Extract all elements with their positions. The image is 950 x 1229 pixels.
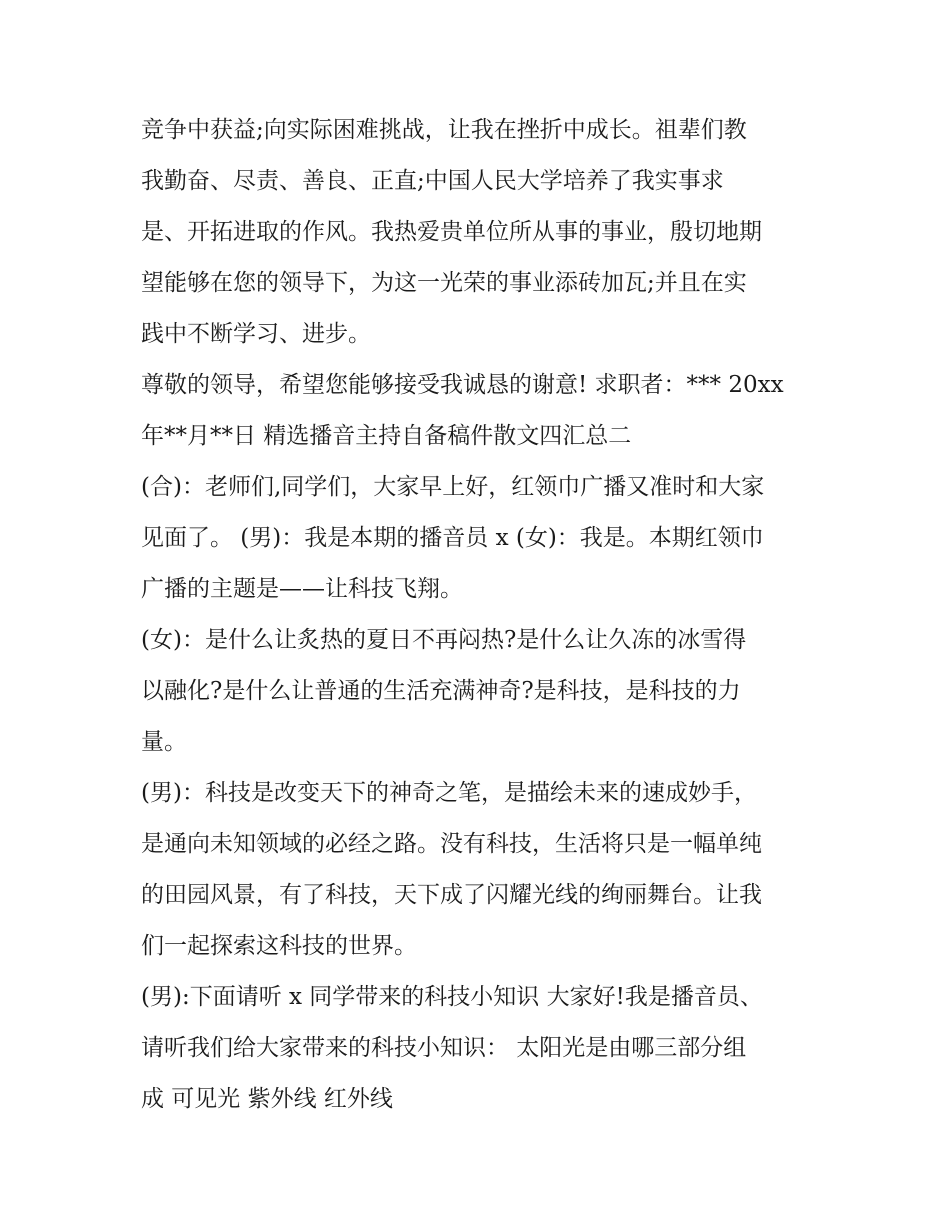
text-line: 请听我们给大家带来的科技小知识： 太阳光是由哪三部分组 (141, 1035, 747, 1061)
text-line: (合)：老师们,同学们，大家早上好，红领巾广播又准时和大家 (141, 474, 765, 500)
document-body (141, 105, 821, 1125)
text-line: 望能够在您的领导下，为这一光荣的事业添砖加瓦;并且在实 (141, 270, 747, 296)
text-line: (男)：科技是改变天下的神奇之笔，是描绘未来的速成妙手， (141, 780, 757, 806)
text-line: 广播的主题是——让科技飞翔。 (141, 576, 463, 602)
text-line: 践中不断学习、进步。 (141, 321, 371, 347)
text-line: 是通向未知领域的必经之路。没有科技，生活将只是一幅单纯 (141, 831, 762, 857)
text-line: 是、开拓进取的作风。我热爱贵单位所从事的事业，殷切地期 (141, 219, 762, 245)
text-line: 我勤奋、尽责、善良、正直;中国人民大学培养了我实事求 (141, 168, 724, 194)
text-line: 年**月**日 精选播音主持自备稿件散文四汇总二 (141, 423, 632, 449)
text-line: 见面了。 (男)：我是本期的播音员 x (女)：我是。本期红领巾 (141, 525, 764, 551)
text-line: 们一起探索这科技的世界。 (141, 933, 417, 959)
text-line: 尊敬的领导，希望您能够接受我诚恳的谢意! 求职者：*** 20xx (141, 372, 784, 398)
text-line: (女)：是什么让炙热的夏日不再闷热?是什么让久冻的冰雪得 (141, 627, 747, 653)
text-line: (男):下面请听 x 同学带来的科技小知识 大家好!我是播音员、 (141, 984, 763, 1010)
text-line: 以融化?是什么让普通的生活充满神奇?是科技，是科技的力 (141, 678, 741, 704)
text-line: 成 可见光 紫外线 红外线 (141, 1086, 393, 1112)
text-line: 的田园风景，有了科技，天下成了闪耀光线的绚丽舞台。让我 (141, 882, 762, 908)
text-line: 竞争中获益;向实际困难挑战，让我在挫折中成长。祖辈们教 (141, 117, 747, 143)
text-line: 量。 (141, 729, 187, 755)
